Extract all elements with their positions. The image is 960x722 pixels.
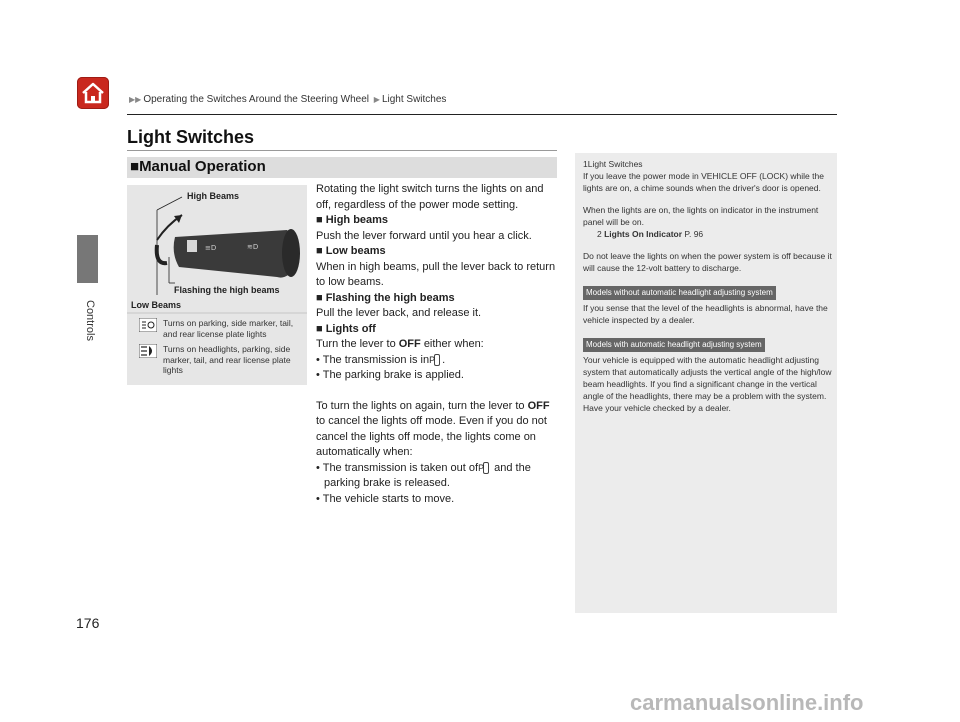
badge-without-auto: Models without automatic headlight adjusting system xyxy=(583,286,776,300)
lights-off-post: either when: xyxy=(423,338,484,350)
breadcrumb-arrow-icon: ▶▶ xyxy=(129,95,142,104)
gear-p-icon: P xyxy=(483,462,489,474)
text-low-beams: When in high beams, pull the lever back to return to low beams. xyxy=(316,260,556,288)
title-rule xyxy=(127,150,557,151)
parking-lights-icon xyxy=(139,318,157,332)
heading-high-beams: ■ High beams xyxy=(316,214,389,226)
bullet-1-text: The transmission is in xyxy=(322,353,430,366)
heading-low-beams: ■ Low beams xyxy=(316,245,386,257)
badge-with-auto: Models with automatic headlight adjusting system xyxy=(583,338,765,352)
breadcrumb-item-2[interactable]: Light Switches xyxy=(381,94,447,105)
heading-lights-off-text: Lights off xyxy=(325,322,376,335)
cross-ref-label[interactable]: Lights On Indicator xyxy=(604,229,683,239)
label-flashing: Flashing the high beams xyxy=(174,285,280,295)
label-low-beams: Low Beams xyxy=(131,300,182,310)
body-text xyxy=(316,182,561,507)
bullet-2-text: The parking brake is applied. xyxy=(322,369,464,381)
header-rule xyxy=(127,114,837,115)
breadcrumb xyxy=(127,94,446,105)
legend-text-parking: Turns on parking, side marker, tail, and rear license plate lights xyxy=(163,318,294,339)
section-title: ■Manual Operation xyxy=(130,158,266,175)
heading-lights-off: ■ Lights off xyxy=(316,322,376,335)
bullet-3-pre: The transmission is taken out of xyxy=(322,461,479,474)
note-p2: When the lights are on, the lights on indicator in the instrument panel will be on. xyxy=(583,205,819,227)
breadcrumb-item-1[interactable]: Operating the Switches Around the Steering Wheel xyxy=(143,94,370,105)
svg-text:≋D: ≋D xyxy=(247,243,259,251)
page-title: Light Switches xyxy=(127,127,255,147)
again-off: OFF xyxy=(527,399,550,412)
lights-off-off: OFF xyxy=(398,338,421,350)
cross-ref-icon: 2 xyxy=(597,229,602,239)
text-flashing: Pull the lever back, and release it. xyxy=(316,307,482,319)
breadcrumb-arrow-icon: ▶ xyxy=(373,95,380,104)
heading-flashing-text: Flashing the high beams xyxy=(325,291,455,304)
text-lights-off xyxy=(316,337,561,353)
lights-off-pre: Turn the lever to xyxy=(316,338,396,350)
heading-low-beams-text: Low beams xyxy=(325,245,386,257)
bullet-3: • The transmission is taken out of P and the parking brake is released. xyxy=(316,461,531,489)
watermark: carmanualsonline.info xyxy=(630,690,864,715)
note-p3: Do not leave the lights on when the power system is off because it will cause the 12-volt battery to discharge. xyxy=(583,251,832,273)
home-icon[interactable] xyxy=(77,77,109,109)
light-switch-figure xyxy=(127,185,307,385)
house-icon xyxy=(77,77,109,109)
page-number: 176 xyxy=(76,615,100,631)
gear-p-icon: P xyxy=(434,354,440,366)
text-turn-on-again xyxy=(316,399,561,461)
legend-row-headlights xyxy=(139,344,304,384)
side-note xyxy=(575,153,837,613)
sidebar-label: Controls xyxy=(84,300,96,341)
note-p5: Your vehicle is equipped with the automatic headlight adjusting system that automatically adjusts the vertical angle of the high/low beam headlights. If you find a significant change in the vertical angle of the headlights, there may be a problem with the system. Have your vehicle checked by a dealer. xyxy=(583,355,832,413)
cross-ref-page: P. 96 xyxy=(684,229,704,239)
section-title-text: Manual Operation xyxy=(139,158,266,175)
note-p1: If you leave the power mode in VEHICLE OFF (LOCK) while the lights are on, a chime sounds when the driver's door is opened. xyxy=(583,171,824,193)
note-ref-icon: 1 xyxy=(583,159,588,169)
legend-text-headlights: Turns on headlights, parking, side marker, tail, and rear license plate lights xyxy=(163,344,291,375)
note-title xyxy=(583,158,833,170)
intro-paragraph: Rotating the light switch turns the lights on and off, regardless of the power mode setting. xyxy=(316,183,544,211)
sidebar-tab xyxy=(77,235,98,283)
svg-text:≡D: ≡D xyxy=(205,244,217,252)
bullet-4: • The vehicle starts to move. xyxy=(316,492,455,505)
headlights-icon xyxy=(139,344,157,358)
again-pre: To turn the lights on again, turn the lever to xyxy=(316,399,525,412)
bullet-1: • The transmission is in P . xyxy=(316,353,446,366)
note-cross-ref[interactable] xyxy=(583,228,833,240)
heading-flashing: ■ Flashing the high beams xyxy=(316,291,455,304)
again-post: to cancel the lights off mode. Even if you do not cancel the lights off mode, the lights come on automatically when: xyxy=(316,415,547,458)
heading-high-beams-text: High beams xyxy=(325,214,389,226)
bullet-3-post: and the parking brake is released. xyxy=(324,461,531,489)
bullet-4-text: The vehicle starts to move. xyxy=(322,492,455,505)
text-high-beams: Push the lever forward until you hear a click. xyxy=(316,229,532,242)
bullet-2: • The parking brake is applied. xyxy=(316,369,464,381)
note-title-text: Light Switches xyxy=(587,159,643,169)
note-p4: If you sense that the level of the headlights is abnormal, have the vehicle inspected by a dealer. xyxy=(583,303,828,325)
label-high-beams: High Beams xyxy=(187,191,240,201)
